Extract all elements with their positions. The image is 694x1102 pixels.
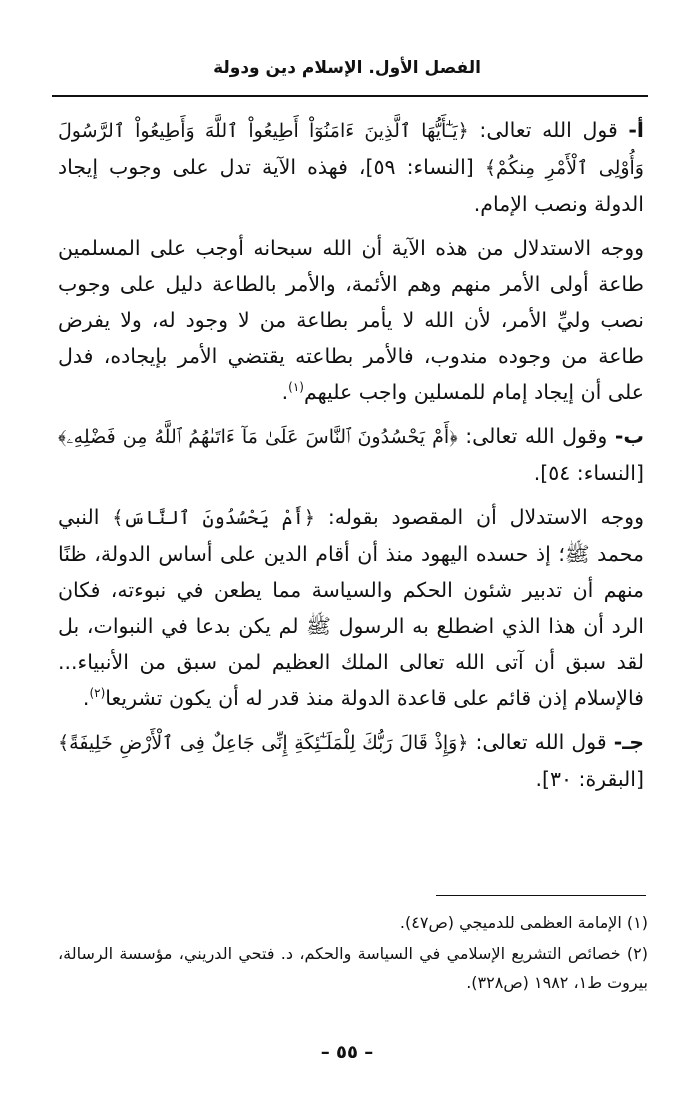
footnote-rule xyxy=(436,895,646,896)
paragraph-b xyxy=(58,418,644,491)
footnote-ref-1: (١) xyxy=(288,380,304,395)
para-c-intro: قول الله تعالى: xyxy=(475,730,607,754)
paragraph-b-explanation: ووجه الاستدلال أن المقصود بقوله: ﴿أَمْ يَحْسُدُونَ ٱلنَّاسَ﴾ النبي محمد ﷺ؛ إذ حسده اليهود منذ أن أقام الدين على أساس الدولة، ظنًا منهم أن تدبير شئون الحكم والسياسة مما يطعن في نبوءته، فكان الرد أن هذا الذي اضطلع به الرسول ﷺ لم يكن بدعا في النبوات، بل لقد سبق أن آتى الله تعالى الملك العظيم لمن سبق من الأنبياء... فالإسلام إذن قائم على قاعدة الدولة منذ قدر له أن يكون تشريعا$^{(٢)}$. xyxy=(58,505,644,710)
footnote-2: (٢) خصائص التشريع الإسلامي في السياسة والحكم، د. فتحي الدريني، مؤسسة الرسالة، بيروت ط١، ١٩٨٢ (ص٣٢٨). xyxy=(58,944,648,992)
quran-verse-a: ﴿يَـٰٓأَيُّهَا ٱلَّذِينَ ءَامَنُوٓاْ أَطِيعُواْ ٱللَّهَ وَأَطِيعُواْ ٱلرَّسُولَ وَأُوْلِى ٱلْأَمْرِ مِنكُمْ﴾ xyxy=(58,120,644,179)
para-b-intro: وقول الله تعالى: xyxy=(465,424,608,448)
para-b-rest: [النساء: ٥٤]. xyxy=(533,461,644,485)
quran-verse-b: ﴿أَمْ يَحْسُدُونَ ٱلنَّاسَ عَلَىٰ مَآ ءَاتَىٰهُمُ ٱللَّهُ مِن فَضْلِهِۦ﴾ xyxy=(58,426,458,448)
paragraph-a xyxy=(58,112,644,222)
quran-verse-c: ﴿وَإِذْ قَالَ رَبُّكَ لِلْمَلَـٰٓئِكَةِ إِنِّى جَاعِلٌ فِى ٱلْأَرْضِ خَلِيفَةً﴾ xyxy=(58,732,469,754)
item-marker-c: جـ- xyxy=(613,730,644,754)
header-rule xyxy=(52,95,648,97)
para-c-rest: [البقرة: ٣٠]. xyxy=(535,767,644,791)
footnotes xyxy=(58,908,648,999)
paragraph-c xyxy=(58,724,644,797)
para-a-explanation-text: ووجه الاستدلال من هذه الآية أن الله سبحانه أوجب على المسلمين طاعة أولى الأمر منهم وهم الأئمة، والأمر بالطاعة دليل على وجوب نصب وليِّ الأمر، لأن الله لا يأمر بطاعة من لا وجود له، ولا يفرض طاعة من وجوده مندوب، فالأمر بطاعته يقتضي الأمر بإيجاده، فدل على أن إيجاد إمام للمسلين واجب عليهم xyxy=(58,236,644,404)
footnote-1: (١) الإمامة العظمى للدميجي (ص٤٧). xyxy=(399,913,648,932)
main-text xyxy=(58,112,644,805)
quran-verse-b-quote: ﴿أَمْ يَحْسُدُونَ ٱلنَّاسَ﴾ xyxy=(112,507,316,529)
para-a-rest: [النساء: ٥٩]، فهذه الآية تدل على وجوب إيجاد الدولة ونصب الإمام. xyxy=(58,155,644,216)
item-marker-a: أ- xyxy=(628,118,644,142)
paragraph-a-explanation: ووجه الاستدلال من هذه الآية أن الله سبحانه أوجب على المسلمين طاعة أولى الأمر منهم وهم الأئمة، والأمر بالطاعة دليل على وجوب نصب وليِّ الأمر، لأن الله لا يأمر بطاعة من لا وجود له، ولا يفرض طاعة من وجوده مندوب، فالأمر بطاعته يقتضي الأمر بإيجاده، فدل على أن إيجاد إمام للمسلين واجب عليهم$^{(١)}$. xyxy=(58,236,644,404)
item-marker-b: ب- xyxy=(614,424,644,448)
para-b-explanation-text: النبي محمد ﷺ؛ إذ حسده اليهود منذ أن أقام الدين على أساس الدولة، ظنًا منهم أن تدبير شئون الحكم والسياسة مما يطعن في نبوءته، فكان الرد أن هذا الذي اضطلع به الرسول ﷺ لم يكن بدعا في النبوات، بل لقد سبق أن آتى الله تعالى الملك العظيم لمن سبق من الأنبياء... فالإسلام إذن قائم على قاعدة الدولة منذ قدر له أن يكون تشريعا xyxy=(58,505,644,710)
footnote-ref-2: (٢) xyxy=(89,686,106,701)
para-b-explanation-intro: ووجه الاستدلال أن المقصود بقوله: xyxy=(327,505,644,529)
running-title: الفصل الأول. الإسلام دين ودولة xyxy=(213,58,481,78)
para-a-intro: قول الله تعالى: xyxy=(479,118,618,142)
page-number: – ٥٥ – xyxy=(320,1042,374,1063)
